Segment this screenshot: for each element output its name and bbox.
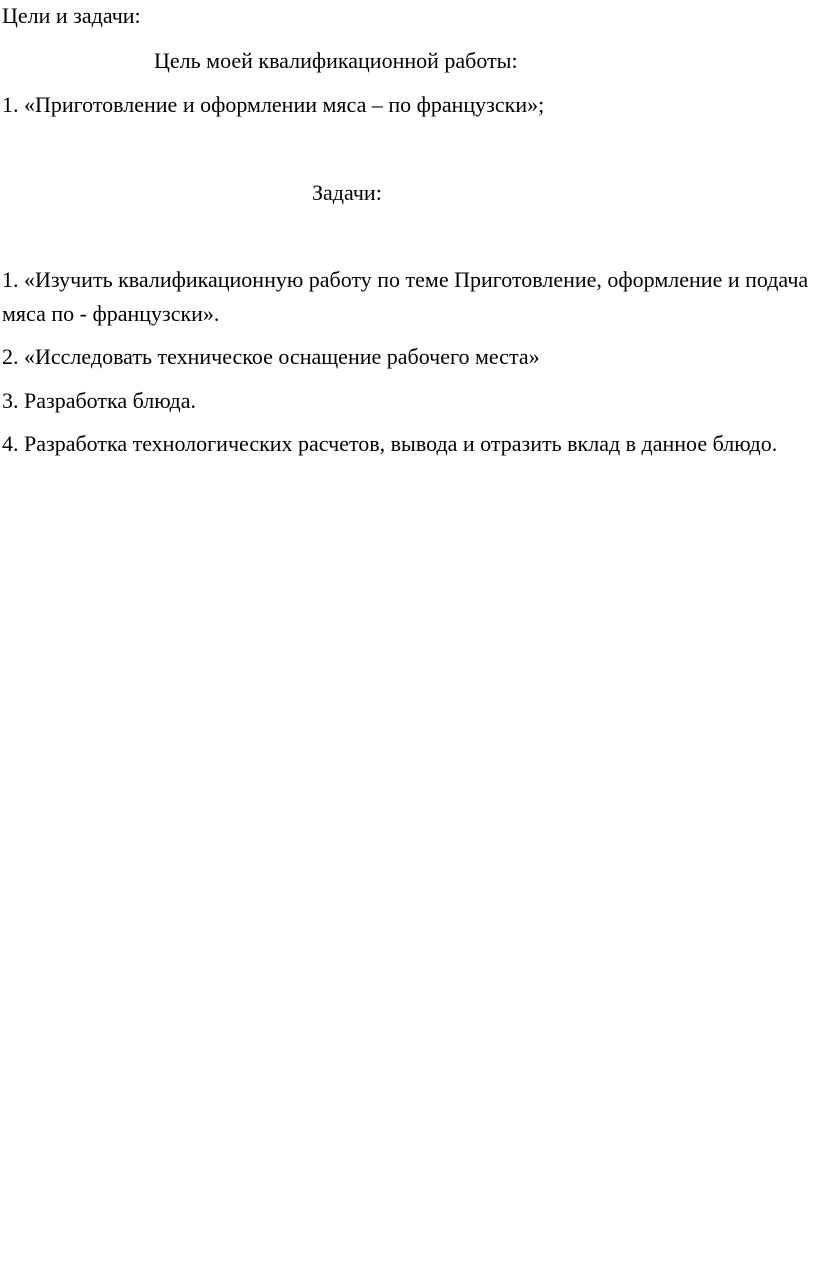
document-heading: Цели и задачи: bbox=[2, 3, 141, 28]
tasks-title: Задачи: bbox=[312, 180, 382, 205]
task-item-1: 1. «Изучить квалификационную работу по теме Приготовление, оформление и подача мяса по - французски». bbox=[2, 267, 809, 326]
task-item-3: 3. Разработка блюда. bbox=[2, 388, 196, 413]
goal-title: Цель моей квалификационной работы: bbox=[154, 48, 518, 73]
task-item-4: 4. Разработка технологических расчетов, вывода и отразить вклад в данное блюдо. bbox=[2, 431, 778, 456]
task-item-2: 2. «Исследовать техническое оснащение рабочего места» bbox=[2, 344, 540, 369]
goal-item: 1. «Приготовление и оформлении мяса – по французски»; bbox=[2, 92, 545, 117]
